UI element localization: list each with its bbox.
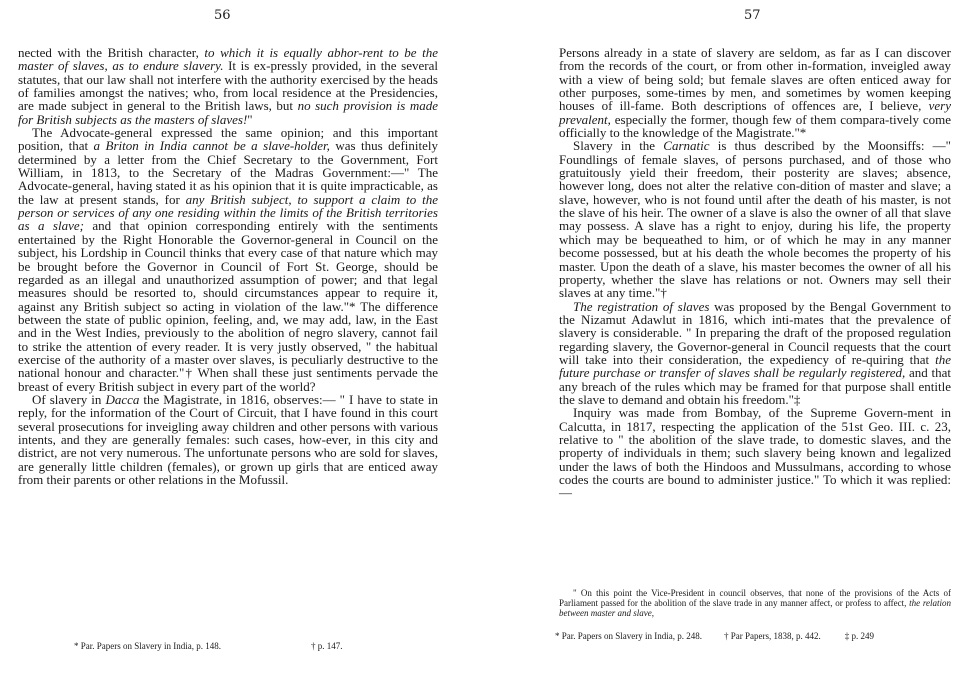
paragraph [559,139,951,299]
paragraph [559,406,951,499]
italic-run: any British subject, to support a claim to the person or services of any one residing within the limits of the British territories as a slave; [18,191,438,234]
footnote: * Par. Papers on Slavery in India, p. 148. [74,641,221,651]
text-run: Persons already in a state of slavery are seldom, as far as I can discover from the records of the court, or from other in-formation, inveigled away with a view of being sold; but female slaves are often enticed away for other purposes, some-times by men, and sometimes by women keeping houses of ill-fame. Both descriptions of offences are, I believe, [559,45,951,114]
text-run: is thus described by the Moonsiffs: —" Foundlings of female slaves, of persons purchased, and of those who gratuitously yield their freedom, their posterity are slaves; absence, however long, does not alter the relative con-dition of master and slave; a slave, however, who is not found until after the death of his master, is not the slave of his heir. The owner of a slave is also the owner of all that slave may possess. A slave has a right to enjoy, during his life, the property which may be bequeathed to him, or of which he may in any manner become possessed, but at his death the whole becomes the property of his master. Upon the death of a slave, his master becomes the owner of all his property, whether the slave has relations or not. Owners may sell their slaves at any time."† [559,138,951,301]
italic-run: very prevalent, [559,98,951,127]
text-run: especially the former, though few of them compara-tively come officially to the knowledge of the Magistrate."* [559,111,951,141]
right-note [559,588,951,618]
italic-run: a Briton in India cannot be a slave-holder, [93,138,330,154]
text-run: Slavery in the [573,138,664,154]
footnote: ‡ p. 249 [844,631,874,641]
paragraph [559,300,951,407]
paragraph [18,126,438,393]
right-body-text [559,46,951,500]
text-run: was proposed by the Bengal Government to the Nizamut Adawlut in 1816, which inti-mates that the prevalence of slavery is considerable. " In preparing the draft of the proposed regulation regarding slavery, the Governor-general in Council requests that the court will take into their consideration, the expediency of re-quiring that [559,298,951,367]
note-paragraph [559,588,951,618]
text-run: Of slavery in [32,391,106,407]
italic-run: the future purchase or transfer of slaves shall be regularly registered, [559,351,951,381]
left-footnotes [74,641,342,651]
text-run: and that any breach of the rules which may be framed for that purpose shall entitle the slave to demand and obtain his freedom."‡ [559,365,952,407]
page-number-left: 56 [214,8,231,23]
italic-run: Dacca [105,391,140,407]
paragraph [18,46,438,126]
paragraph [559,46,951,139]
text-run: and that opinion corresponding entirely with the sentiments entertained by the Right Honorable the Governor-general in Council on the subject, his Lordship in Council thinks that every case of that nature which may be brought before the Governor in Council of Fort St. George, should be regarded as an illegal and unauthorized assumption of power; and that legal measures should be resorted to, should circumstances appear to require it, against any British subject so acting in violation of the law."* The difference between the state of public opinion, feeling, and, we may add, law, in the East and in the West Indies, previously to the abolition of negro slavery, cannot fail to strike the attention of every reader. It is very justly observed, " the habitual exercise of the authority of a master over slaves, is peculiarly destructive to the national honour and character."† When shall these just sentiments pervade the breast of every British subject in every part of the world? [18,218,438,394]
text-run: the Magistrate, in 1816, observes:— " I have to state in reply, for the information of the Court of Circuit, that I have found in this court several prosecutions for inveigling away children and other persons with various intents, and they are generally females: such cases, how-ever, in this city and district, are not very numerous. The unfortunate persons who are sold for slaves, are generally little children (females), or grown up girls that are enticed away from their parents or other relations in the Mofussil. [18,391,438,487]
text-run: nected with the British character, [18,45,205,60]
text-run: Inquiry was made from Bombay, of the Supreme Govern-ment in Calcutta, in 1817, respecting the application of the 51st Geo. III. c. 23, relative to " the abolition of the slave trade, to domestic slaves, and the property of individuals in them; such slavery being known and legalized under the laws of both the Hindoos and Mussulmans, according to whose codes the courts are bound to administer justice." To which it was replied:— [559,405,951,501]
italic-run: The registration of slaves [573,298,710,314]
italic-run: the relation between master and slave, [559,598,951,618]
text-run: was thus definitely determined by a letter from the Chief Secretary to the Government, Fort William, in 1813, to the Secretary of the Madras Government:—" The Advocate-general, having stated it as his opinion that it is quite impracticable, as the law at present stands, for [18,138,438,207]
right-footnotes [555,631,874,641]
text-run: " On this point the Vice-President in council observes, that none of the provisions of the Acts of Parliament passed for the abolition of the slave trade in any manner affect, or profess to affect, [559,588,951,608]
left-body-text [18,46,438,486]
footnote: * Par. Papers on Slavery in India, p. 248. [555,631,702,641]
text-run: The Advocate-general expressed the same opinion; and this important position, that [18,125,438,154]
italic-run: no such provision is made for British subjects as the masters of slaves! [18,98,438,127]
italic-run: to which it is equally abhor-rent to be the master of slaves, as to endure slavery. [18,45,438,74]
right-page [490,0,980,673]
text-run: " [247,111,253,127]
page-number-right: 57 [744,8,761,23]
paragraph [18,393,438,486]
footnote: † Par Papers, 1838, p. 442. [723,631,821,641]
italic-run: Carnatic [663,138,710,154]
text-run: It is ex-pressly provided, in the several statutes, that our law shall not interfere with the authority exercised by the heads of families amongst the natives; who, from local residence at the Presidencies, are made subject in general to the British laws, but [18,58,438,114]
footnote: † p. 147. [310,641,343,651]
